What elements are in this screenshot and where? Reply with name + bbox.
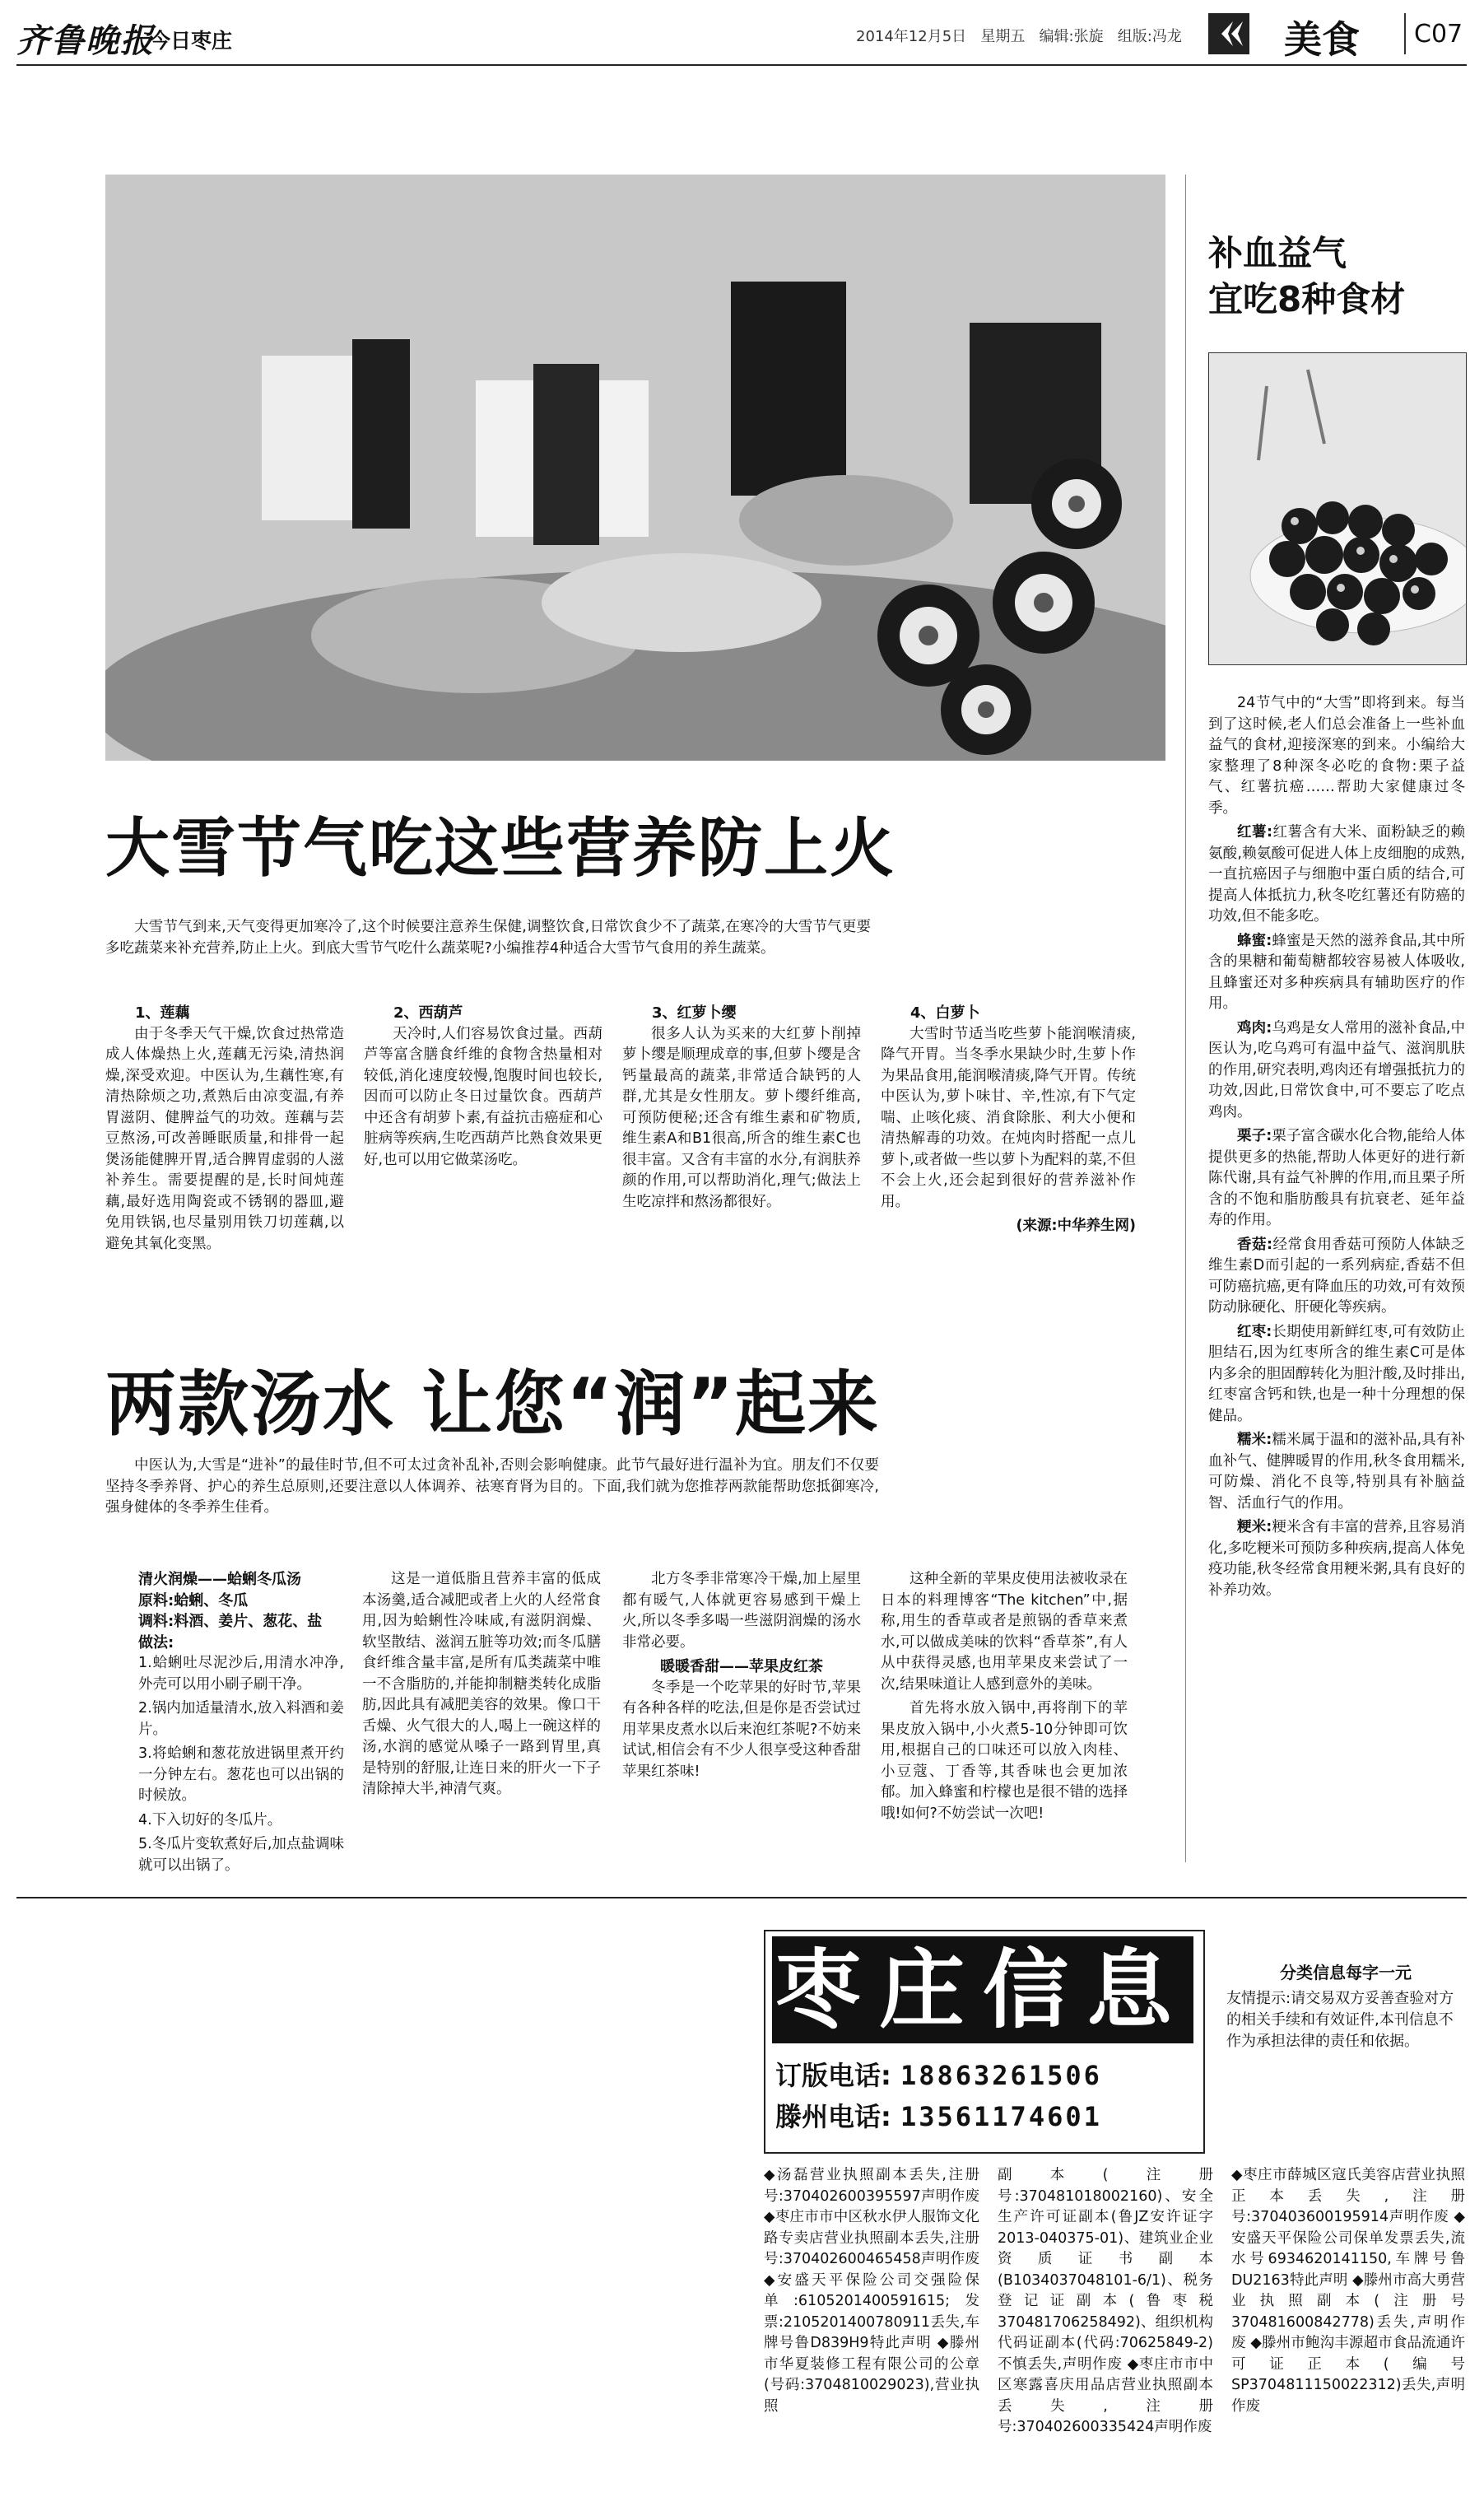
sushi-photo (105, 175, 1165, 761)
recipe1-method-label: 做法: (138, 1633, 174, 1651)
sidebar-item (1208, 822, 1465, 928)
sidebar-item-text: 长期使用新鲜红枣,可有效防止胆结石,因为红枣所含的维生素C可是体内多余的胆固醇转化为胆汁酸,及时排出,红枣富含钙和铁,也是一种十分理想的保健品。 (1208, 1323, 1466, 1424)
classified-note (1226, 1959, 1465, 2052)
sidebar-divider (1185, 175, 1186, 1862)
sidebar-item-name: 糯米: (1237, 1432, 1272, 1448)
sidebar-item-text: 蜂蜜是天然的滋养食品,其中所含的果糖和葡萄糖都较容易被人体吸收,且蜂蜜还对多种疾病具有辅助医疗的作用。 (1208, 932, 1466, 1012)
lead-item-title: 3、红萝卜缨 (652, 1004, 737, 1022)
lead-item-title: 4、白萝卜 (910, 1004, 980, 1022)
sidebar-text (1208, 693, 1465, 1605)
sidebar-item-text: 红薯含有大米、面粉缺乏的赖氨酸,赖氨酸可促进人体上皮细胞的成熟,一直抗癌因子与细胞中蛋白质的结合,可提高人体抵抗力,秋冬吃红薯还有防癌的功效,但不能多吃。 (1208, 824, 1465, 925)
sidebar-headline (1208, 231, 1405, 323)
editor-credit: 编辑:张旋 (1039, 28, 1104, 45)
recipe2-text: 首先将水放入锅中,再将削下的苹果皮放入锅中,小火煮5-10分钟即可饮用,根据自己的口味还可以放入肉桂、小豆蔻、丁香等,其香味也会更加浓郁。加入蜂蜜和柠檬也是很不错的选择哦!如何?不妨尝试一次吧! (881, 1700, 1128, 1822)
issue-info (856, 25, 1182, 46)
classified-note-title: 分类信息每字一元 (1280, 1963, 1412, 1982)
sidebar-item (1208, 1018, 1465, 1124)
classified-column (998, 2165, 1213, 2439)
sidebar-item-name: 鸡肉: (1237, 1019, 1272, 1037)
sidebar-item (1208, 931, 1465, 1015)
recipe1-step: 1.蛤蜊吐尽泥沙后,用清水冲净,外壳可以用小刷子刷干净。 (138, 1655, 344, 1693)
recipe1-step: 2.锅内加适量清水,放入料酒和姜片。 (138, 1700, 344, 1738)
soup-intro (105, 1456, 879, 1522)
sidebar-item-name: 栗子: (1237, 1128, 1272, 1144)
sidebar-item-name: 粳米: (1237, 1519, 1272, 1535)
sidebar-item-text: 经常食用香菇可预防人体缺乏维生素D而引起的一系列病症,香菇不但可防癌抗癌,更有降血压的功效,可有效预防动脉硬化、肝硬化等疾病。 (1208, 1236, 1465, 1316)
sidebar-headline-line2: 宜吃8种食材 (1208, 279, 1406, 319)
recipe1-column (138, 1569, 344, 1880)
recipe1-seasoning: 调料:料酒、姜片、葱花、盐 (138, 1613, 323, 1630)
sidebar-item-text: 糯米属于温和的滋补品,具有补血补气、健脾暖胃的作用,秋冬食用糯米,可防燥、消化不良等,特别具有补脑益智、活血行气的作用。 (1208, 1432, 1466, 1512)
issue-date: 2014年12月5日 (856, 28, 967, 45)
sidebar-item-text: 栗子富含碳水化合物,能给人体提供更多的热能,帮助人体更好的进行新陈代谢,具有益气补脾的作用,而且栗子所含的不饱和脂肪酸具有抗衰老、延年益寿的作用。 (1208, 1128, 1466, 1228)
recipe2-column (622, 1569, 861, 1786)
recipe1-name: 清火润燥——蛤蜊冬瓜汤 (138, 1571, 301, 1588)
sidebar-item (1208, 1517, 1465, 1601)
lead-item-column (622, 1003, 861, 1216)
sidebar-item-name: 香菇: (1237, 1236, 1272, 1253)
recipe2-name: 暖暖香甜——苹果皮红茶 (660, 1658, 823, 1675)
lead-item-text: 由于冬季天气干燥,饮食过热常造成人体燥热上火,莲藕无污染,清热润燥,深受欢迎。中医认为,生藕性寒,有清热除烦之功,煮熟后由凉变温,有养胃滋阴、健脾益气的功效。莲藕与芸豆熬汤,可改善睡眠质量,和排骨一起煲汤能健脾开胃,适合脾胃虚弱的人滋补养生。需要提醒的是,长时间炖莲藕,最好选用陶瓷或不锈钢的器皿,避免用铁锅,也尽量别用铁刀切莲藕,以避免其氧化变黑。 (105, 1025, 344, 1252)
classified-listing: ◆枣庄市薛城区寇氏美容店营业执照正本丢失,注册号:370403600195914声明作废 ◆安盛天平保险公司保单发票丢失,流水号6934620141150,车牌号鲁DU2163特此声明 ◆滕州市高大勇营业执照副本(注册号370481600842778)丢失,声明作废 ◆滕州市鲍沟丰源超市食品流通许可证正本(编号SP3704811150022312)丢失,声明作废 (1231, 2167, 1465, 2415)
phone1-label: 订版电话: (775, 2060, 891, 2091)
classified-listing: ◆汤磊营业执照副本丢失,注册号:370402600395597声明作废 ◆枣庄市市中区秋水伊人服饰文化路专卖店营业执照副本丢失,注册号:370402600465458声明作废 ◆安盛天平保险公司交强险保单:6105201400591615;发票:2105201400780911丢失,车牌号鲁D839H9特此声明 ◆滕州市华夏装修工程有限公司的公章(号码:3704810029023),营业执照 (764, 2167, 979, 2415)
berries-photo (1208, 352, 1467, 665)
phone1-number: 18863261506 (900, 2060, 1102, 2091)
sidebar-intro: 24节气中的“大雪”即将到来。每当到了这时候,老人们总会准备上一些补血益气的食材,迎接深寒的到来。小编给大家整理了8种深冬必吃的食物:栗子益气、红薯抗癌……帮助大家健康过冬季。 (1208, 695, 1465, 817)
sidebar-item-text: 粳米含有丰富的营养,且容易消化,多吃粳米可预防多种疾病,提高人体免疫功能,秋冬经常食用粳米粥,具有良好的补养功效。 (1208, 1519, 1466, 1599)
sidebar-item (1208, 1126, 1465, 1232)
lead-item-text: 大雪时节适当吃些萝卜能润喉清痰,降气开胃。当冬季水果缺少时,生萝卜作为果品食用,能润喉清痰,降气开胃。传统中医认为,萝卜味甘、辛,性凉,有下气定喘、止咳化痰、消食除胀、利大小便和清热解毒的功效。在炖肉时搭配一点儿萝卜,或者做一些以萝卜为配料的菜,不但不会上火,还会起到很好的营养滋补作用。 (881, 1025, 1136, 1210)
phone2-number: 13561174601 (900, 2101, 1102, 2132)
sidebar-item-name: 红薯: (1237, 824, 1272, 841)
sidebar-item (1208, 1322, 1465, 1428)
layout-credit: 组版:冯龙 (1117, 28, 1182, 45)
section-divider (1404, 13, 1406, 54)
lead-intro (105, 917, 871, 962)
recipe2-text: 这种全新的苹果皮使用法被收录在日本的料理博客“The kitchen”中,据称,用生的香草或者是煎锅的香草来煮水,可以做成美味的饮料“香草茶”,有人从中获得灵感,也用苹果皮来尝试了一次,结果味道让人感到意外的美味。 (881, 1571, 1128, 1693)
masthead-rule (16, 64, 1467, 66)
section-marker-icon (1208, 13, 1249, 54)
recipe1-step: 4.下入切好的冬瓜片。 (138, 1811, 282, 1829)
recipe1-note-column (362, 1569, 601, 1804)
classified-box (764, 1930, 1205, 2154)
lead-item-title: 1、莲藕 (135, 1004, 190, 1022)
recipe2-text: 冬季是一个吃苹果的好时节,苹果有各种各样的吃法,但是你是否尝试过用苹果皮煮水以后来泡红茶呢?不妨来试试,相信会有不少人很享受这种香甜苹果红茶味! (622, 1679, 861, 1780)
lead-item-text: 天冷时,人们容易饮食过量。西葫芦等富含膳食纤维的食物含热量相对较低,消化速度较慢,饱腹时间也较长,因而可以防止冬日过量饮食。西葫芦中还含有胡萝卜素,有益抗击癌症和心脏病等疾病,生吃西葫芦比熟食效果更好,也可以用它做菜汤吃。 (364, 1025, 602, 1168)
soup-intro-text: 中医认为,大雪是“进补”的最佳时节,但不可太过贪补乱补,否则会影响健康。此节气最好进行温补为宜。朋友们不仅要坚持冬季养肾、护心的养生总原则,还要注意以人体调养、祛寒育肾为目的。下面,我们就为您推荐两款能帮助您抵御寒冷,强身健体的冬季养生佳肴。 (105, 1457, 879, 1516)
sidebar-headline-line1: 补血益气 (1208, 233, 1347, 273)
classified-note-text: 友情提示:请交易双方妥善查验对方的相关手续和有效证件,本刊信息不作为承担法律的责任和依据。 (1226, 1990, 1454, 2050)
issue-weekday: 星期五 (980, 28, 1026, 45)
phone2-label: 滕州电话: (775, 2101, 891, 2132)
lead-intro-text: 大雪节气到来,天气变得更加寒冷了,这个时候要注意养生保健,调整饮食,日常饮食少不了蔬菜,在寒冷的大雪节气更要多吃蔬菜来补充营养,防止上火。到底大雪节气吃什么蔬菜呢?小编推荐4种适合大雪节气食用的养生蔬菜。 (105, 919, 871, 957)
soup-headline: 两款汤水 让您“润”起来 (105, 1363, 880, 1446)
classified-listing: 副本(注册号:370481018002160)、安全生产许可证副本(鲁JZ安许证字2013-040375-01)、建筑业企业资质证书副本(B1034037048101-6/1)、税务登记证副本(鲁枣税370481706258492)、组织机构代码证副本(代码:70625849-2)不慎丢失,声明作废 ◆枣庄市市中区寒露喜庆用品店营业执照副本丢失,注册号:370402600335424声明作废 (998, 2167, 1213, 2435)
sidebar-item-text: 乌鸡是女人常用的滋补食品,中医认为,吃乌鸡可有温中益气、滋润肌肤的作用,研究表明,鸡肉还有增强抵抗力的功效,因此,日常饮食中,可不要忘了吃点鸡肉。 (1208, 1019, 1466, 1120)
classified-top-rule (16, 1897, 1467, 1898)
classified-column (764, 2165, 979, 2417)
lead-item-title: 2、西葫芦 (393, 1004, 463, 1022)
lead-item-column (881, 1003, 1136, 1241)
recipe1-ingredients: 原料:蛤蜊、冬瓜 (138, 1591, 249, 1610)
page-number: C07 (1414, 20, 1463, 49)
section-title: 美食 (1284, 17, 1360, 62)
recipe1-note2: 北方冬季非常寒冷干燥,加上屋里都有暖气,人体就更容易感到干燥上火,所以冬季多喝一些滋阴润燥的汤水非常必要。 (622, 1571, 861, 1651)
classified-title: 枣庄信息 (772, 1936, 1193, 2043)
lead-item-column (364, 1003, 602, 1174)
recipe2-continued-column (881, 1569, 1128, 1828)
sidebar-item (1208, 1235, 1465, 1319)
paper-name: 齐鲁晚报 (16, 21, 155, 60)
recipe1-step: 3.将蛤蜊和葱花放进锅里煮开约一分钟左右。葱花也可以出锅的时候放。 (138, 1745, 344, 1804)
lead-headline: 大雪节气吃这些营养防上火 (105, 812, 896, 886)
edition-name: 今日枣庄 (150, 29, 233, 53)
lead-item-text: 很多人认为买来的大红萝卜削掉萝卜缨是顺理成章的事,但萝卜缨是含钙量最高的蔬菜,非常适合缺钙的人群,尤其是女性朋友。萝卜缨纤维高,可预防便秘;还含有维生素和矿物质,维生素A和B1很高,所含的维生素C也很丰富。又含有丰富的水分,有润肤养颜的作用,可以帮助消化,理气;做法上生吃凉拌和熬汤都很好。 (622, 1025, 861, 1210)
classified-column (1231, 2165, 1465, 2417)
classified-phone-row (775, 2096, 1102, 2134)
sidebar-item-name: 蜂蜜: (1237, 932, 1272, 949)
lead-item-column (105, 1003, 344, 1258)
lead-source: (来源:中华养生网) (1016, 1218, 1136, 1234)
recipe1-step: 5.冬瓜片变软煮好后,加点盐调味就可以出锅了。 (138, 1836, 344, 1874)
recipe1-note: 这是一道低脂且营养丰富的低成本汤羹,适合减肥或者上火的人经常食用,因为蛤蜊性冷味咸,有滋阴润燥、软坚散结、滋润五脏等功效;而冬瓜膳食纤维含量丰富,是所有瓜类蔬菜中唯一不含脂肪的,并能抑制糖类转化成脂肪,因此具有减肥美容的效果。像口干舌燥、火气很大的人,喝上一碗这样的汤,水润的感觉从嗓子一路到胃里,真是特别的舒服,让连日来的肝火一下子清除掉大半,神清气爽。 (362, 1571, 601, 1797)
sidebar-item-name: 红枣: (1237, 1323, 1272, 1340)
classified-phone-row (775, 2055, 1102, 2093)
sidebar-item (1208, 1430, 1465, 1514)
